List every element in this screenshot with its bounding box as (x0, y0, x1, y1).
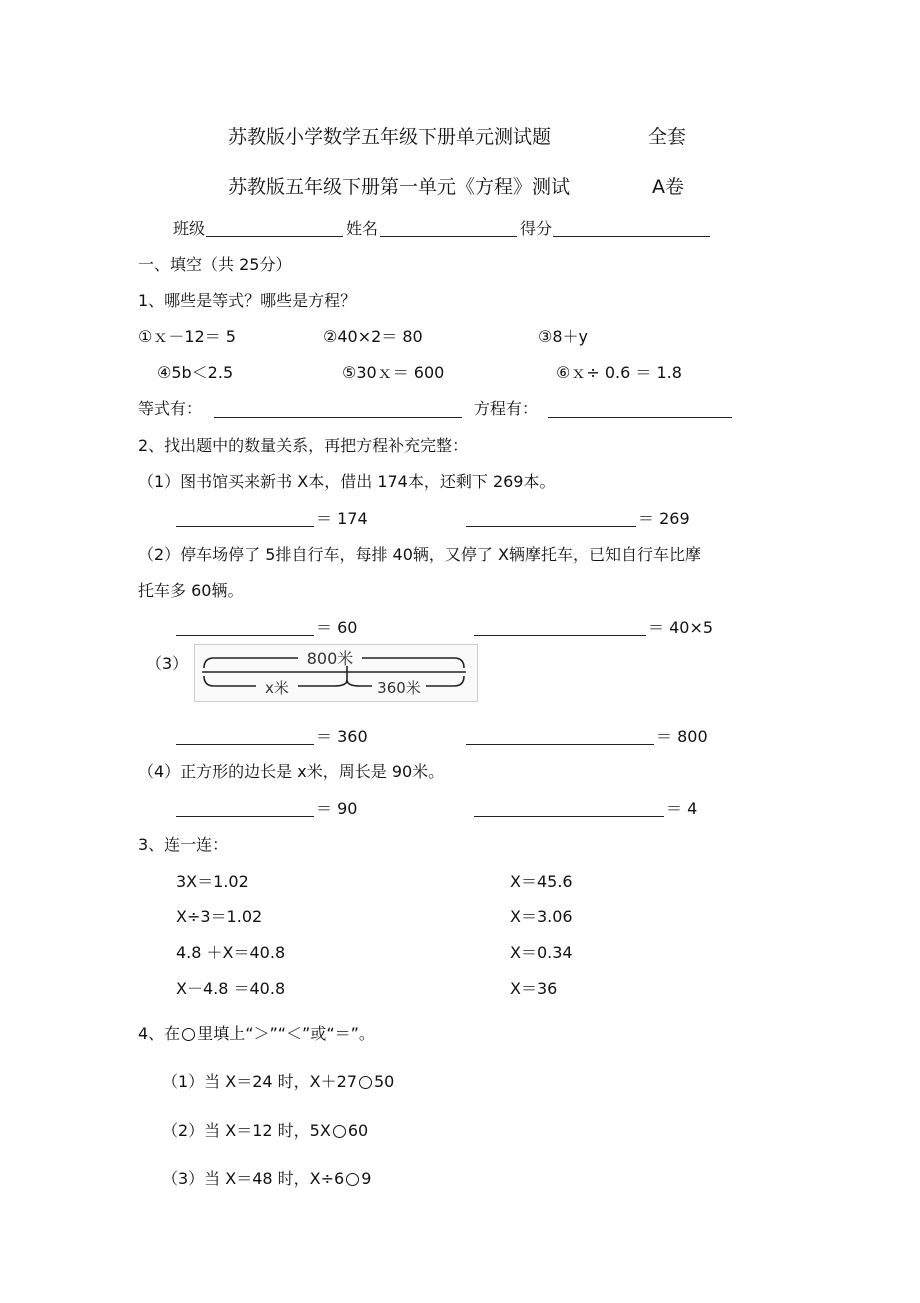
compare-expr: （2）当 X＝12 时，5X (162, 1121, 331, 1140)
equation-label: 等式有： (138, 399, 203, 418)
q4-prompt-b: 里填上“＞”“＜”或“＝”。 (197, 1024, 375, 1043)
score-blank[interactable] (553, 236, 710, 237)
q4-prompt (138, 1024, 375, 1044)
q2-prompt: 2、找出题中的数量关系，再把方程补充完整： (138, 436, 469, 455)
answer-rhs: ＝ 90 (316, 799, 358, 818)
answer-blank[interactable] (176, 635, 314, 636)
name-label: 姓名 (346, 219, 379, 238)
q2-part3-label: （3） (146, 654, 189, 673)
answer-rhs: ＝ 360 (316, 727, 368, 746)
equation-blank[interactable] (214, 417, 462, 418)
answer-rhs: ＝ 174 (316, 509, 368, 528)
q1-prompt: 1、哪些是等式？哪些是方程？ (138, 291, 357, 310)
compare-value: 60 (347, 1121, 369, 1140)
match-right-item[interactable]: X＝36 (510, 979, 558, 998)
q1-item: ①ｘ－12＝ 5 (138, 327, 236, 346)
compare-item (162, 1121, 368, 1141)
test-title-suffix: A卷 (652, 176, 684, 198)
q2-part2: （2）停车场停了 5排自行车，每排 40辆，又停了 X辆摩托车，已知自行车比摩 (138, 545, 701, 564)
q3-prompt: 3、连一连： (138, 835, 229, 854)
q1-item: ②40×2＝ 80 (323, 327, 423, 346)
q2-part2-cont: 托车多 60辆。 (138, 581, 244, 600)
segment-diagram (194, 644, 478, 702)
page-title: 苏教版小学数学五年级下册单元测试题 (228, 126, 552, 148)
score-label: 得分 (520, 219, 553, 238)
q1-item: ⑥ｘ÷ 0.6 ＝ 1.8 (556, 363, 682, 382)
compare-item (162, 1169, 371, 1189)
page-title-suffix: 全套 (648, 126, 687, 148)
answer-blank[interactable] (474, 635, 646, 636)
fangcheng-blank[interactable] (548, 417, 732, 418)
section-heading: 一、填空（共 25分） (138, 255, 292, 274)
compare-value: 9 (361, 1169, 372, 1188)
match-left-item[interactable]: 3X＝1.02 (176, 872, 249, 891)
name-blank[interactable] (380, 236, 517, 237)
q4-prompt-a: 4、在 (138, 1024, 181, 1043)
answer-blank[interactable] (176, 816, 314, 817)
match-right-item[interactable]: X＝45.6 (510, 872, 573, 891)
total-label: 800米 (306, 649, 354, 668)
answer-circle[interactable] (359, 1076, 372, 1089)
compare-expr: （3）当 X＝48 时，X÷6 (162, 1169, 345, 1188)
class-label: 班级 (173, 219, 206, 238)
match-left-item[interactable]: X÷3＝1.02 (176, 907, 263, 926)
answer-blank[interactable] (466, 526, 636, 527)
answer-blank[interactable] (176, 744, 314, 745)
answer-circle[interactable] (346, 1173, 359, 1186)
q2-part1: （1）图书馆买来新书 X本，借出 174本，还剩下 269本。 (138, 472, 556, 491)
q1-item: ③8＋y (538, 327, 588, 346)
circle-icon (182, 1028, 195, 1041)
answer-rhs: ＝ 269 (638, 509, 690, 528)
answer-blank[interactable] (474, 816, 664, 817)
answer-rhs: ＝ 4 (666, 799, 698, 818)
match-left-item[interactable]: X－4.8 ＝40.8 (176, 979, 286, 998)
answer-rhs: ＝ 800 (656, 727, 708, 746)
answer-blank[interactable] (466, 744, 654, 745)
match-left-item[interactable]: 4.8 ＋X＝40.8 (176, 943, 286, 962)
q1-item: ④5b＜2.5 (157, 363, 234, 382)
compare-value: 50 (374, 1072, 395, 1091)
left-label: x米 (265, 679, 289, 697)
right-label: 360米 (377, 679, 421, 697)
fangcheng-label: 方程有： (474, 399, 539, 418)
q1-item: ⑤30ｘ＝ 600 (342, 363, 445, 382)
compare-item (162, 1072, 394, 1092)
class-blank[interactable] (206, 236, 343, 237)
answer-circle[interactable] (333, 1125, 346, 1138)
match-right-item[interactable]: X＝0.34 (510, 943, 573, 962)
answer-rhs: ＝ 40×5 (648, 618, 714, 637)
q2-part4: （4）正方形的边长是 x米，周长是 90米。 (138, 762, 445, 781)
match-right-item[interactable]: X＝3.06 (510, 907, 573, 926)
compare-expr: （1）当 X＝24 时，X＋27 (162, 1072, 357, 1091)
answer-rhs: ＝ 60 (316, 618, 358, 637)
test-title: 苏教版五年级下册第一单元《方程》测试 (228, 176, 571, 198)
answer-blank[interactable] (176, 526, 314, 527)
